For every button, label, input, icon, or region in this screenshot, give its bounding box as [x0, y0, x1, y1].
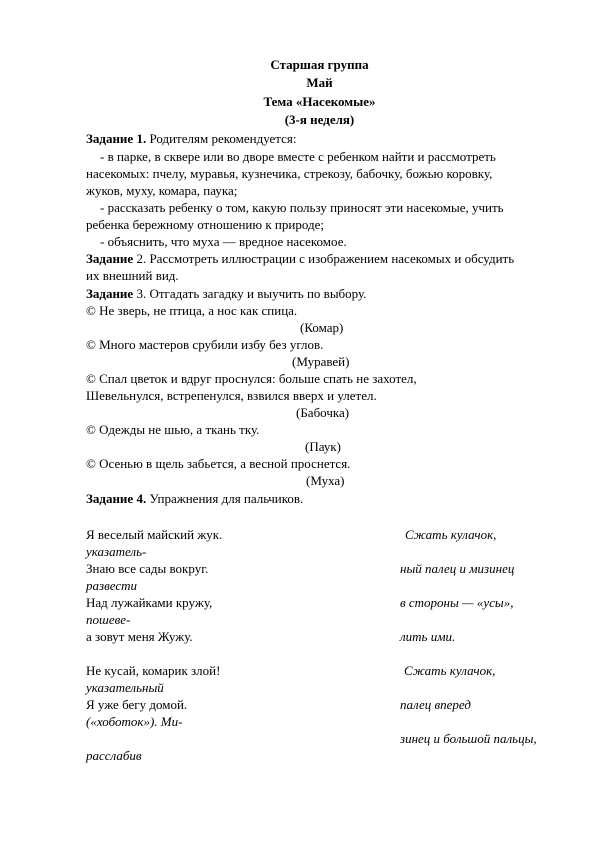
task3-label: Задание: [86, 286, 134, 301]
riddle-text: Шевельнулся, встрепенулся, взвился вверх и улетел.: [86, 388, 377, 403]
task2-text-cont: их внешний вид.: [86, 268, 179, 283]
riddle-text: © Одежды не шью, а ткань тку.: [86, 422, 260, 437]
task2-label: Задание: [86, 251, 134, 266]
exercise-verse: а зовут меня Жужу.: [86, 629, 193, 644]
task4-heading: [86, 491, 303, 507]
exercise-verse: Не кусай, комарик злой!: [86, 663, 221, 678]
exercise-instruction-right: зинец и большой пальцы,: [400, 731, 537, 746]
week-title: (3-я неделя): [284, 112, 355, 127]
riddle-text: © Спал цветок и вдруг проснулся: больше спать не захотел,: [86, 371, 417, 386]
exercise-instruction-right: палец вперед: [400, 697, 471, 712]
task1-line: - рассказать ребенку о том, какую пользу приносят эти насекомые, учить: [100, 200, 504, 215]
riddle-answer: (Муха): [306, 473, 345, 488]
exercise-verse: Я веселый майский жук.: [86, 527, 223, 542]
task1-line: ребенка бережному отношению к природе;: [86, 217, 324, 232]
riddle-answer: (Паук): [305, 439, 341, 454]
exercise-instruction: («хоботок»). Ми-: [86, 714, 183, 729]
riddle-text: © Не зверь, не птица, а нос как спица.: [86, 303, 298, 318]
exercise-instruction: указательный: [86, 680, 164, 695]
task1-intro: Родителям рекомендуется:: [146, 131, 297, 146]
task1-label: Задание 1.: [86, 131, 147, 146]
task1-heading: [86, 131, 297, 147]
exercise-instruction-right: в стороны — «усы»,: [400, 595, 514, 610]
exercise-instruction-right: Сжать кулачок,: [404, 663, 496, 678]
riddle-text: © Много мастеров срубили избу без углов.: [86, 337, 324, 352]
exercise-verse: Знаю все сады вокруг.: [86, 561, 209, 576]
riddle-answer: (Бабочка): [296, 405, 350, 420]
task1-line: жуков, муху, комара, паука;: [86, 183, 238, 198]
task1-line: насекомых: пчелу, муравья, кузнечика, стрекозу, бабочку, божью коровку,: [86, 166, 493, 181]
task4-label: Задание 4.: [86, 491, 147, 506]
exercise-instruction-right: ный палец и мизинец: [400, 561, 515, 576]
theme-title: Тема «Насекомые»: [263, 94, 376, 109]
task4-text: Упражнения для пальчиков.: [146, 491, 304, 506]
group-title: Старшая группа: [270, 57, 369, 72]
month-title: Май: [306, 75, 333, 90]
task3-heading: [86, 286, 366, 302]
riddle-answer: (Муравей): [292, 354, 350, 369]
task1-line: - в парке, в сквере или во дворе вместе с ребенком найти и рассмотреть: [100, 149, 496, 164]
exercise-instruction-right: Сжать кулачок,: [405, 527, 497, 542]
task2-heading: [86, 251, 514, 267]
exercise-instruction: расслабив: [86, 748, 142, 763]
task2-text: 2. Рассмотреть иллюстрации с изображением насекомых и обсудить: [133, 251, 515, 266]
riddle-answer: (Комар): [300, 320, 344, 335]
exercise-verse: Я уже бегу домой.: [86, 697, 188, 712]
exercise-instruction: развести: [86, 578, 137, 593]
exercise-instruction: указатель-: [86, 544, 147, 559]
task1-line: - объяснить, что муха — вредное насекомое.: [100, 234, 347, 249]
exercise-instruction-right: лить ими.: [400, 629, 456, 644]
exercise-verse: Над лужайками кружу,: [86, 595, 213, 610]
exercise-instruction: пошеве-: [86, 612, 131, 627]
task3-text: 3. Отгадать загадку и выучить по выбору.: [133, 286, 367, 301]
riddle-text: © Осенью в щель забьется, а весной проснется.: [86, 456, 351, 471]
